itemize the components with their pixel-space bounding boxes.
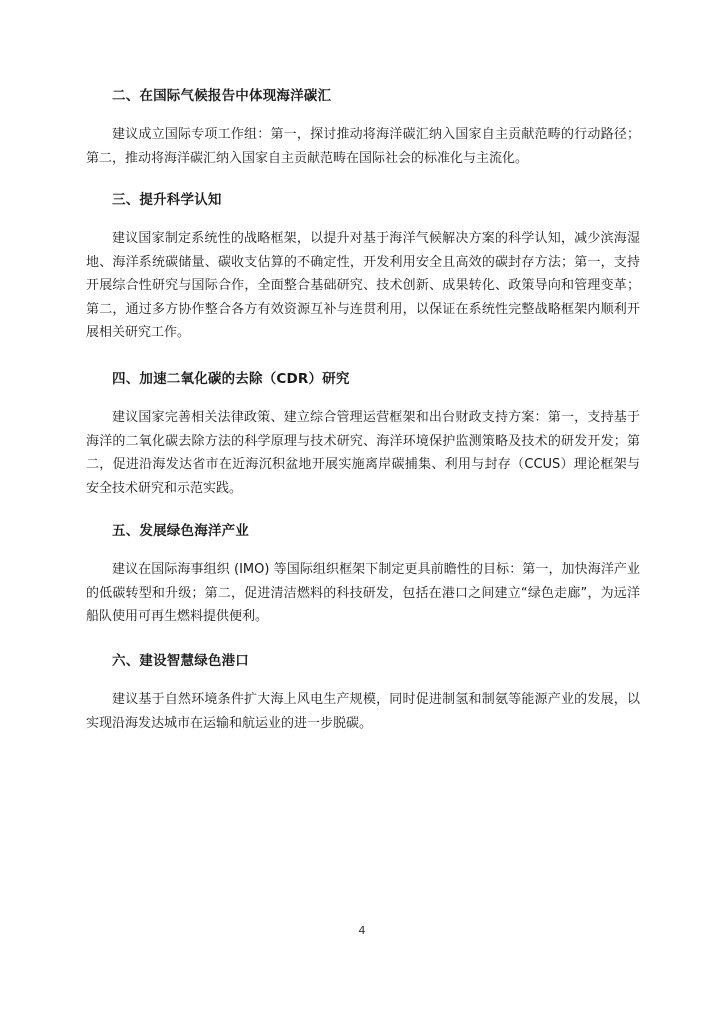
- section-paragraph: 建议国家制定系统性的战略框架，以提升对基于海洋气候解决方案的科学认知，减少滨海湿地、海洋系统碳储量、碳收支估算的不确定性，开发利用安全且高效的碳封存方法；第一，支持开展综合性研究与国际合作，全面整合基础研究、技术创新、成果转化、政策导向和管理变革；第二，通过多方协作整合各方有效资源互补与连贯利用，以保证在系统性完整战略框架内顺利开展相关研究工作。: [86, 231, 640, 340]
- section-heading: 二、在国际气候报告中体现海洋碳汇: [112, 88, 332, 104]
- section-paragraph: 建议国家完善相关法律政策、建立综合管理运营框架和出台财政支持方案：第一，支持基于海洋的二氧化碳去除方法的科学原理与技术研究、海洋环境保护监测策略及技术的研发开发；第二，促进沿海发达省市在近海沉积盆地开展实施离岸碳捕集、利用与封存（CCUS）理论框架与安全技术研究和示范实践。: [86, 410, 640, 496]
- section-green-marine-industry: [86, 522, 640, 629]
- page-number: 4: [358, 924, 366, 937]
- section-paragraph: 建议成立国际专项工作组：第一，探讨推动将海洋碳汇纳入国家自主贡献范畴的行动路径；第二，推动将海洋碳汇纳入国家自主贡献范畴在国际社会的标准化与主流化。: [86, 127, 640, 166]
- section-scientific-understanding: [86, 191, 640, 345]
- section-paragraph: 建议基于自然环境条件扩大海上风电生产规模，同时促进制氢和制氨等能源产业的发展，以实现沿海发达城市在运输和航运业的进一步脱碳。: [86, 692, 640, 731]
- section-heading: 三、提升科学认知: [112, 192, 222, 208]
- section-cdr-research: [86, 370, 640, 500]
- section-carbon-sink-reporting: [86, 87, 640, 170]
- section-heading: 六、建设智慧绿色港口: [112, 653, 249, 669]
- section-smart-green-ports: [86, 652, 640, 735]
- section-paragraph: 建议在国际海事组织 (IMO) 等国际组织框架下制定更具前瞻性的目标：第一，加快海洋产业的低碳转型和升级；第二，促进清洁燃料的科技研发，包括在港口之间建立“绿色走廊”，为远洋船队使用可再生燃料提供便利。: [86, 562, 640, 624]
- section-heading: 四、加速二氧化碳的去除（CDR）研究: [112, 371, 350, 387]
- section-heading: 五、发展绿色海洋产业: [112, 523, 249, 539]
